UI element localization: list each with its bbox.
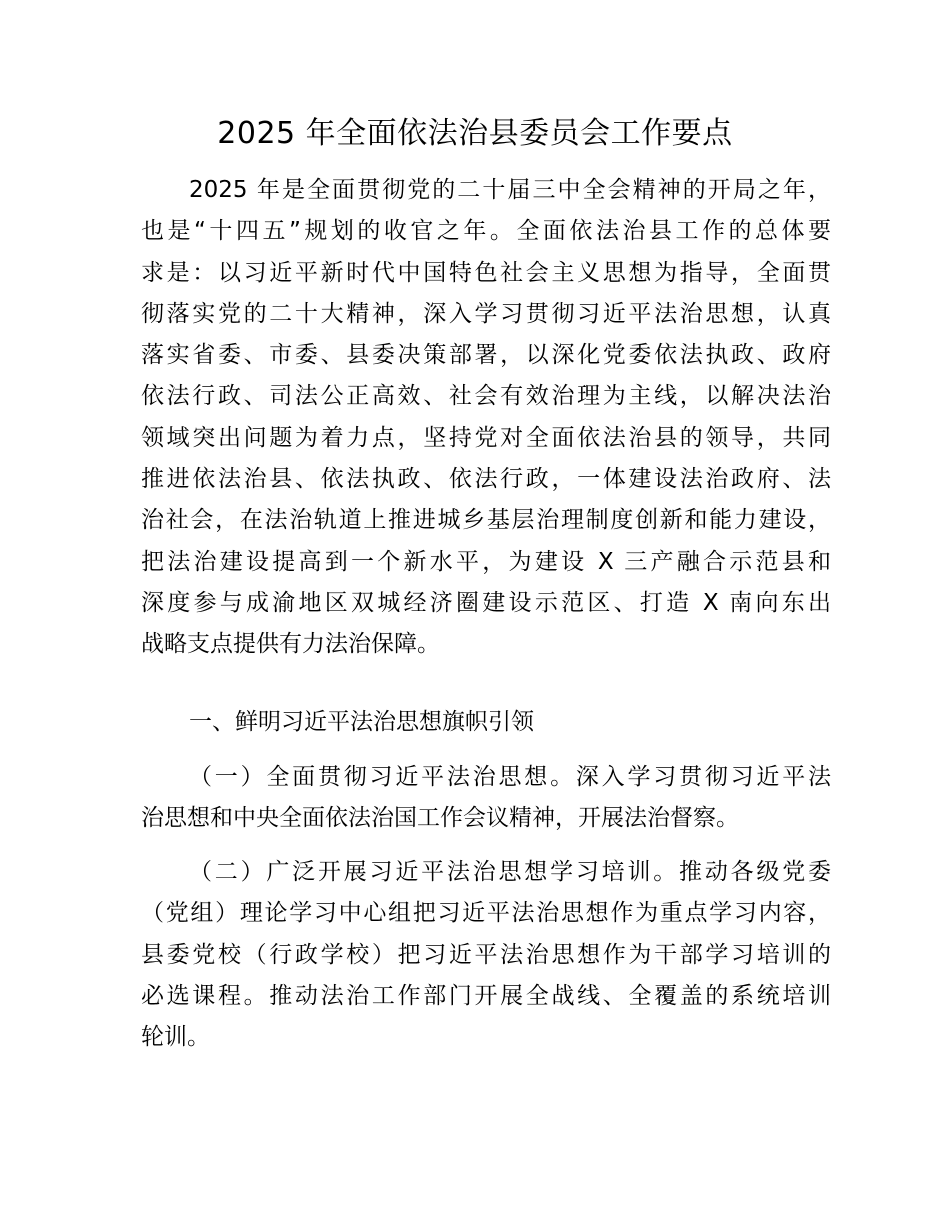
paragraph-line: 也是“十四五”规划的收官之年。全面依法治县工作的总体要 [141, 218, 831, 245]
item-1-paragraph [141, 757, 831, 840]
paragraph-line: 把法治建设提高到一个新水平，为建设 X 三产融合示范县和 [141, 548, 831, 575]
paragraph-line: 深度参与成渝地区双城经济圈建设示范区、打造 X 南向东出 [141, 589, 831, 616]
paragraph-line: 治思想和中央全面依法治国工作会议精神，开展法治督察。 [141, 805, 739, 832]
section-heading-text: 一、鲜明习近平法治思想旗帜引领 [189, 709, 534, 735]
paragraph-line: （二）广泛开展习近平法治思想学习培训。推动各级党委 [189, 859, 831, 885]
paragraph-line: 落实省委、市委、县委决策部署，以深化党委依法执政、政府 [141, 342, 831, 369]
paragraph-line: 依法行政、司法公正高效、社会有效治理为主线，以解决法治 [141, 383, 831, 410]
item-2-paragraph [141, 852, 831, 1058]
document-title: 2025 年全面依法治县委员会工作要点 [217, 116, 733, 151]
paragraph-line: 推进依法治县、依法执政、依法行政，一体建设法治政府、法 [141, 466, 831, 493]
paragraph-line: 战略支点提供有力法治保障。 [141, 631, 440, 658]
paragraph-line: 求是：以习近平新时代中国特色社会主义思想为指导，全面贯 [141, 259, 831, 286]
paragraph-line: 2025 年是全面贯彻党的二十届三中全会精神的开局之年， [189, 177, 831, 203]
paragraph-line: 必选课程。推动法治工作部门开展全战线、全覆盖的系统培训 [141, 982, 831, 1009]
paragraph-line: 彻落实党的二十大精神，深入学习贯彻习近平法治思想，认真 [141, 300, 831, 327]
paragraph-line: 县委党校（行政学校）把习近平法治思想作为干部学习培训的 [141, 941, 831, 968]
section-heading [141, 702, 831, 743]
paragraph-line: 治社会，在法治轨道上推进城乡基层治理制度创新和能力建设， [141, 507, 831, 534]
paragraph-line: （党组）理论学习中心组把习近平法治思想作为重点学习内容， [141, 900, 831, 927]
paragraph-line: 轮训。 [141, 1024, 210, 1051]
paragraph-line: 领域突出问题为着力点，坚持党对全面依法治县的领导，共同 [141, 424, 831, 451]
paragraph-line: （一）全面贯彻习近平法治思想。深入学习贯彻习近平法 [189, 764, 831, 790]
intro-paragraph [141, 170, 831, 666]
